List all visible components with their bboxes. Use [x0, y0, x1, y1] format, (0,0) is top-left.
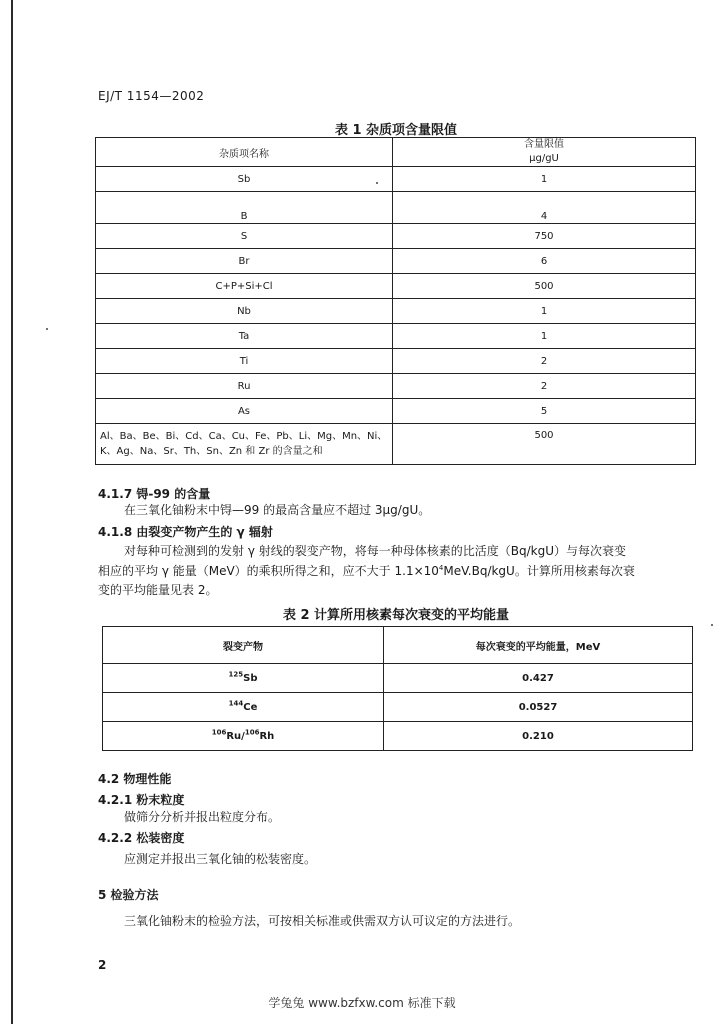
impurity-limit: 2: [393, 349, 696, 374]
impurity-limit: 1: [393, 167, 696, 192]
table-row: [96, 249, 696, 274]
impurity-limit: 500: [393, 274, 696, 299]
column-header-energy: 每次衰变的平均能量，MeV: [384, 627, 693, 664]
mean-energy: 0.210: [384, 722, 693, 751]
table-row: [103, 693, 693, 722]
impurity-name: Ta: [96, 324, 393, 349]
impurity-limit: 2: [393, 374, 696, 399]
line2-part-a: 相应的平均 γ 能量（MeV）的乘积所得之和，应不大于 1.1×10: [98, 564, 439, 578]
impurity-name: As: [96, 399, 393, 424]
limit-header-unit: μg/gU: [529, 153, 559, 164]
mass-number: 144: [228, 699, 244, 708]
nuclide: Rh: [259, 730, 275, 742]
table1-title: 表 1 杂质项含量限值: [334, 123, 458, 138]
fission-product: [103, 693, 384, 722]
limit-header-line1: 含量限值: [524, 139, 564, 150]
column-header-limit: [393, 138, 696, 167]
impurity-sum-name: [96, 424, 393, 465]
footer-watermark: 学兔兔 www.bzfxw.com 标准下载: [268, 996, 456, 1010]
fission-product: [103, 722, 384, 751]
impurity-limits-table: [95, 137, 696, 465]
table-row: [96, 167, 696, 192]
mass-number: 106: [211, 728, 227, 737]
impurity-name: Br: [96, 249, 393, 274]
section-5-heading: 5 检验方法: [98, 888, 159, 902]
mass-number: 106: [244, 728, 260, 737]
section-4-1-7-heading: 4.1.7 锝-99 的含量: [98, 487, 211, 501]
impurity-name: Sb: [96, 167, 393, 192]
section-4-2-2-text: 应测定并报出三氧化铀的松装密度。: [124, 852, 317, 866]
table-header-row: [96, 138, 696, 167]
column-header-impurity: 杂质项名称: [96, 138, 393, 167]
impurity-sum-limit: 500: [393, 424, 696, 465]
scan-speck: [711, 624, 713, 626]
impurity-name: B: [96, 192, 393, 224]
table-row: [96, 274, 696, 299]
section-4-2-2-heading: 4.2.2 松装密度: [98, 831, 185, 845]
impurity-limit: 5: [393, 399, 696, 424]
table-row-sum: [96, 424, 696, 465]
table-row: [96, 399, 696, 424]
nuclide: Ce: [243, 701, 258, 713]
sum-elements-line1: Al、Ba、Be、Bi、Cd、Ca、Cu、Fe、Pb、Li、Mg、Mn、Ni、: [100, 431, 388, 442]
fission-product: [103, 664, 384, 693]
nuclide: Sb: [243, 672, 258, 684]
section-5-text: 三氧化铀粉末的检验方法，可按相关标准或供需双方认可议定的方法进行。: [124, 914, 521, 928]
section-4-1-8-line3: 变的平均能量见表 2。: [98, 583, 218, 597]
table-row: [96, 374, 696, 399]
scan-speck: [46, 328, 48, 330]
line2-part-b: MeV.Bq/kgU。计算所用核素每次衰: [443, 564, 635, 578]
section-4-2-1-text: 做筛分分析并报出粒度分布。: [124, 810, 281, 824]
standard-code: EJ/T 1154—2002: [98, 89, 205, 103]
impurity-limit: 1: [393, 299, 696, 324]
page-number: 2: [98, 958, 107, 972]
sum-elements-line2: K、Ag、Na、Sr、Th、Sn、Zn 和 Zr 的含量之和: [100, 446, 323, 457]
section-4-2-heading: 4.2 物理性能: [98, 772, 172, 786]
table-row: [96, 192, 696, 224]
impurity-name: C+P+Si+Cl: [96, 274, 393, 299]
table-row: [96, 299, 696, 324]
column-header-product: 裂变产物: [103, 627, 384, 664]
section-4-1-8-heading: 4.1.8 由裂变产物产生的 γ 辐射: [98, 525, 273, 539]
mean-energy: 0.427: [384, 664, 693, 693]
table-row: [103, 664, 693, 693]
mean-energy: 0.0527: [384, 693, 693, 722]
mass-number: 125: [228, 670, 244, 679]
table-row: [96, 224, 696, 249]
impurity-name: Ru: [96, 374, 393, 399]
impurity-name: S: [96, 224, 393, 249]
impurity-name: Ti: [96, 349, 393, 374]
table-header-row: [103, 627, 693, 664]
impurity-limit: 6: [393, 249, 696, 274]
exponent: 4: [438, 564, 444, 572]
nuclide: Ru/: [226, 730, 245, 742]
table-row: [96, 324, 696, 349]
impurity-limit: 750: [393, 224, 696, 249]
impurity-limit: 1: [393, 324, 696, 349]
table-row: [96, 349, 696, 374]
impurity-limit: 4: [393, 192, 696, 224]
section-4-2-1-heading: 4.2.1 粉末粒度: [98, 793, 185, 807]
section-4-1-7-text: 在三氧化铀粉末中锝—99 的最高含量应不超过 3μg/gU。: [124, 503, 431, 517]
fission-energy-table: [102, 626, 693, 751]
section-4-1-8-line1: 对每种可检测到的发射 γ 射线的裂变产物，将每一种母体核素的比活度（Bq/kgU）与每次衰变: [124, 544, 626, 558]
scan-border-line: [11, 0, 13, 1024]
table-row: [103, 722, 693, 751]
section-4-1-8-line2: [98, 562, 635, 581]
table2-title: 表 2 计算所用核素每次衰变的平均能量: [282, 608, 510, 623]
impurity-name: Nb: [96, 299, 393, 324]
